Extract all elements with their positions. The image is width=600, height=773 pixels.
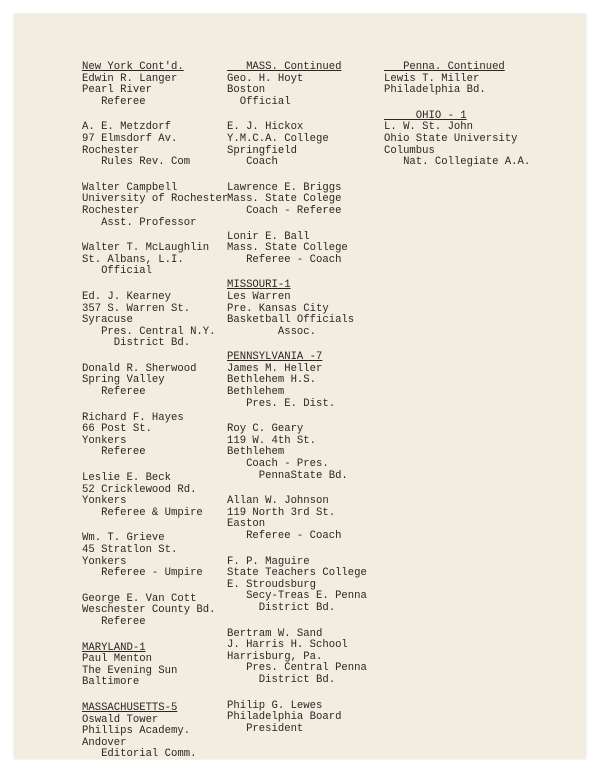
entry-line: Oswald Tower <box>82 713 159 726</box>
section-heading: MASSACHUSETTS-5 <box>82 701 178 714</box>
entry-line: Referee & Umpire <box>82 506 203 519</box>
entry-line: Referee <box>82 615 146 628</box>
entry-line: Paul Menton <box>82 653 152 666</box>
entry-line: Roy C. Geary <box>227 423 304 436</box>
entry-line: Geo. H. Hoyt <box>227 72 304 85</box>
entry-line: Baltimore <box>82 676 140 689</box>
entry-line: Ed. J. Kearney <box>82 290 172 303</box>
entry-line: Basketball Officials <box>227 314 355 327</box>
entry-line: Coach - Referee <box>227 204 342 217</box>
entry-line: Official <box>82 265 152 278</box>
entry-line: Secy-Treas E. Penna <box>227 590 367 603</box>
line-gap <box>227 615 367 629</box>
entry-line: Allan W. Johnson <box>227 495 329 508</box>
section-heading: New York Cont'd. <box>82 61 184 73</box>
entry-line: Yonkers <box>82 495 127 508</box>
entry-line: Mass. State College <box>227 242 348 255</box>
entry-line: University of Rochester <box>82 193 229 206</box>
entry-line: Bertram W. Sand <box>227 627 323 640</box>
entry-line: Bethlehem <box>227 386 285 399</box>
line-gap <box>227 687 367 701</box>
entry-line: Ohio State University <box>384 132 518 145</box>
entry-line: Referee <box>82 446 146 459</box>
entry-line: St. Albans, L.I. <box>82 253 184 266</box>
line-gap <box>82 169 228 183</box>
entry-line: 357 S. Warren St. <box>82 302 191 315</box>
section-heading: MISSOURI-1 <box>227 279 291 292</box>
entry-line: Coach <box>227 156 278 169</box>
entry-line: Andover <box>82 736 127 749</box>
entry-line: Philadelphia Board <box>227 711 342 724</box>
entry-line: Bethlehem H.S. <box>227 374 317 387</box>
entry-line: Mass. State Colege <box>227 193 342 206</box>
entry-line: Syracuse <box>82 314 133 327</box>
document-page <box>14 14 586 759</box>
entry-line: Harrisburg, Pa. <box>227 650 323 663</box>
entry-line: Pres. Central N.Y. <box>82 325 216 338</box>
entry-line: Easton <box>227 518 266 531</box>
entry-line: Lawrence E. Briggs <box>227 181 342 194</box>
entry-line: Referee <box>82 95 146 108</box>
entry-line: Wm. T. Grieve <box>82 532 165 545</box>
entry-line: F. P. Maguire <box>227 555 310 568</box>
entry-line: Donald R. Sherwood <box>82 362 197 375</box>
line-gap <box>227 410 367 424</box>
entry-line: State Teachers College <box>227 567 367 580</box>
entry-line: Weschester County Bd. <box>82 604 216 617</box>
entry-line: George E. Van Cott <box>82 592 197 605</box>
line-gap <box>227 218 367 232</box>
entry-line: 66 Post St. <box>82 423 152 436</box>
entry-line: Lonir E. Ball <box>227 230 310 243</box>
line-gap <box>82 519 228 533</box>
entry-line: L. W. St. John <box>384 121 474 134</box>
entry-line: Boston <box>227 84 266 97</box>
entry-line: Asst. Professor <box>82 216 197 229</box>
entry-line: J. Harris H. School <box>227 639 348 652</box>
line-gap <box>82 278 228 292</box>
section-heading: MARYLAND-1 <box>82 641 146 654</box>
entry-line: Editorial Comm. <box>82 748 197 761</box>
entry-line: James M. Heller <box>227 362 323 375</box>
entry-line: Assoc. <box>227 325 317 338</box>
line-gap <box>227 108 367 122</box>
entry-line: District Bd. <box>82 337 191 350</box>
entry-line: 119 W. 4th St. <box>227 434 317 447</box>
entry-line: District Bd. <box>227 601 336 614</box>
section-heading: PENNSYLVANIA -7 <box>227 351 323 364</box>
section-heading: MASS. Continued <box>227 61 342 73</box>
entry-line: 97 Elmsdorf Av. <box>82 132 178 145</box>
entry-line: President <box>227 722 304 735</box>
line-gap <box>82 459 228 473</box>
column-right <box>384 62 530 169</box>
line-gap <box>82 689 228 703</box>
entry-line: 119 North 3rd St. <box>227 506 336 519</box>
entry-line: 52 Cricklewood Rd. <box>82 483 197 496</box>
line-gap <box>82 629 228 643</box>
entry-line: The Evening Sun <box>82 664 178 677</box>
entry-line: PennaState Bd. <box>227 469 348 482</box>
entry-line: A. E. Metzdorf <box>82 121 172 134</box>
section-heading: OHIO - 1 <box>384 109 467 122</box>
entry-line: Referee - Coach <box>227 253 342 266</box>
entry-line: Referee - Coach <box>227 530 342 542</box>
entry-line: Richard F. Hayes <box>82 411 184 424</box>
section-heading: Penna. Continued <box>384 61 505 73</box>
entry-line: Pearl River <box>82 84 152 97</box>
entry-line: Rochester <box>82 144 140 157</box>
entry-line: Walter Campbell <box>82 181 178 194</box>
entry-line: Lewis T. Miller <box>384 72 480 85</box>
entry-line: Yonkers <box>82 434 127 447</box>
entry-line: Rules Rev. Com <box>82 156 191 169</box>
entry-line: Pres. E. Dist. <box>227 397 336 410</box>
entry-line: Pres. Central Penna <box>227 662 367 675</box>
entry-line: Nat. Collegiate A.A. <box>384 156 531 169</box>
entry-line: Referee - Umpire <box>82 567 203 580</box>
line-gap <box>227 482 367 496</box>
line-gap <box>82 229 228 243</box>
entry-line: Yonkers <box>82 555 127 568</box>
column-left <box>82 62 228 761</box>
entry-line: Phillips Academy. <box>82 725 191 738</box>
entry-line: Referee <box>82 386 146 399</box>
entry-line: Spring Valley <box>82 374 165 387</box>
entry-line: Philip G. Lewes <box>227 699 323 712</box>
entry-line: Coach - Pres. <box>227 458 329 471</box>
entry-line: Les Warren <box>227 290 291 303</box>
line-gap <box>82 108 228 122</box>
line-gap <box>384 97 530 111</box>
line-gap <box>227 338 367 352</box>
entry-line: Leslie E. Beck <box>82 472 172 485</box>
line-gap <box>227 169 367 183</box>
line-gap <box>227 266 367 280</box>
entry-line: E. J. Hickox <box>227 121 304 134</box>
entry-line: District Bd. <box>227 673 336 686</box>
line-gap <box>227 543 367 557</box>
entry-line: Edwin R. Langer <box>82 72 178 85</box>
column-middle <box>227 62 367 735</box>
entry-line: 45 Stratlon St. <box>82 544 178 556</box>
entry-line: Columbus <box>384 144 435 157</box>
entry-line: Walter T. McLaughlin <box>82 242 210 255</box>
entry-line: E. Stroudsburg <box>227 578 317 591</box>
entry-line: Bethlehem <box>227 446 285 459</box>
line-gap <box>82 399 228 413</box>
entry-line: Rochester <box>82 204 140 217</box>
entry-line: Y.M.C.A. College <box>227 132 329 145</box>
entry-line: Philadelphia Bd. <box>384 84 486 97</box>
entry-line: Official <box>227 95 291 108</box>
line-gap <box>82 580 228 594</box>
entry-line: Pre. Kansas City <box>227 302 329 315</box>
line-gap <box>82 350 228 364</box>
entry-line: Springfield <box>227 144 297 157</box>
